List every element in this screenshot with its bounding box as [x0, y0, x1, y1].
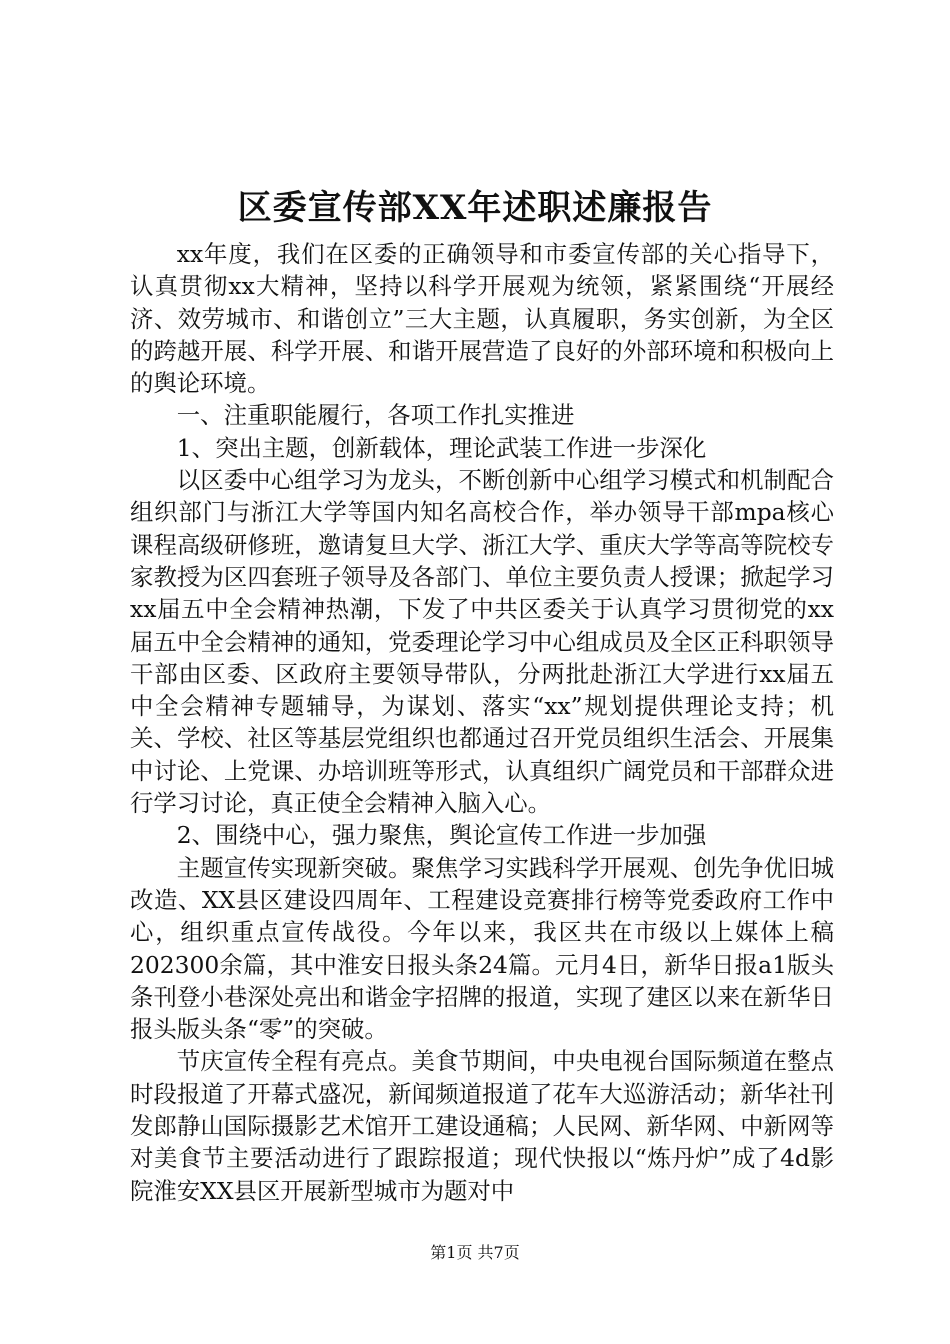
document-title: 区委宣传部XX年述职述廉报告: [237, 188, 713, 228]
document-body: [130, 238, 834, 1207]
subsection-heading-2: 2、围绕中心，强力聚焦，舆论宣传工作进一步加强: [176, 821, 707, 850]
theory-study-paragraph: 以区委中心组学习为龙头，不断创新中心组学习模式和机制配合组织部门与浙江大学等国内知名高校合作，举办领导干部mpa核心课程高级研修班，邀请复旦大学、浙江大学、重庆大学等高等院校专家教授为区四套班子领导及各部门、单位主要负责人授课；掀起学习xx届五中全会精神热潮，下发了中共区委关于认真学习贯彻党的xx届五中全会精神的通知，党委理论学习中心组成员及全区正科职领导干部由区委、区政府主要领导带队，分两批赴浙江大学进行xx届五中全会精神专题辅导，为谋划、落实“xx”规划提供理论支持；机关、学校、社区等基层党组织也都通过召开党员组织生活会、开展集中讨论、上党课、办培训班等形式，认真组织广阔党员和干部群众进行学习讨论，真正使全会精神入脑入心。: [130, 466, 834, 818]
intro-paragraph: xx年度，我们在区委的正确领导和市委宣传部的关心指导下，认真贯彻xx大精神，坚持以科学开展观为统领，紧紧围绕“开展经济、效劳城市、和谐创立”三大主题，认真履职，务实创新，为全区的跨越开展、科学开展、和谐开展营造了良好的外部环境和积极向上的舆论环境。: [130, 240, 834, 398]
page-footer: 第1页 共7页: [430, 1243, 520, 1262]
subsection-heading-1: 1、突出主题，创新载体，理论武装工作进一步深化: [176, 433, 707, 462]
theme-publicity-paragraph: 主题宣传实现新突破。聚焦学习实践科学开展观、创先争优旧城改造、XX县区建设四周年、工程建设竞赛排行榜等党委政府工作中心，组织重点宣传战役。今年以来，我区共在市级以上媒体上稿202300余篇，其中淮安日报头条24篇。元月4日，新华日报a1版头条刊登小巷深处亮出和谐金字招牌的报道，实现了建区以来在新华日报头版头条“零”的突破。: [130, 853, 834, 1044]
festival-publicity-paragraph: 节庆宣传全程有亮点。美食节期间，中央电视台国际频道在整点时段报道了开幕式盛况，新闻频道报道了花车大巡游活动；新华社刊发郎静山国际摄影艺术馆开工建设通稿；人民网、新华网、中新网等对美食节主要活动进行了跟踪报道；现代快报以“炼丹炉”成了4d影院淮安XX县区开展新型城市为题对中: [130, 1047, 834, 1205]
section-heading-1: 一、注重职能履行，各项工作扎实推进: [176, 401, 575, 430]
